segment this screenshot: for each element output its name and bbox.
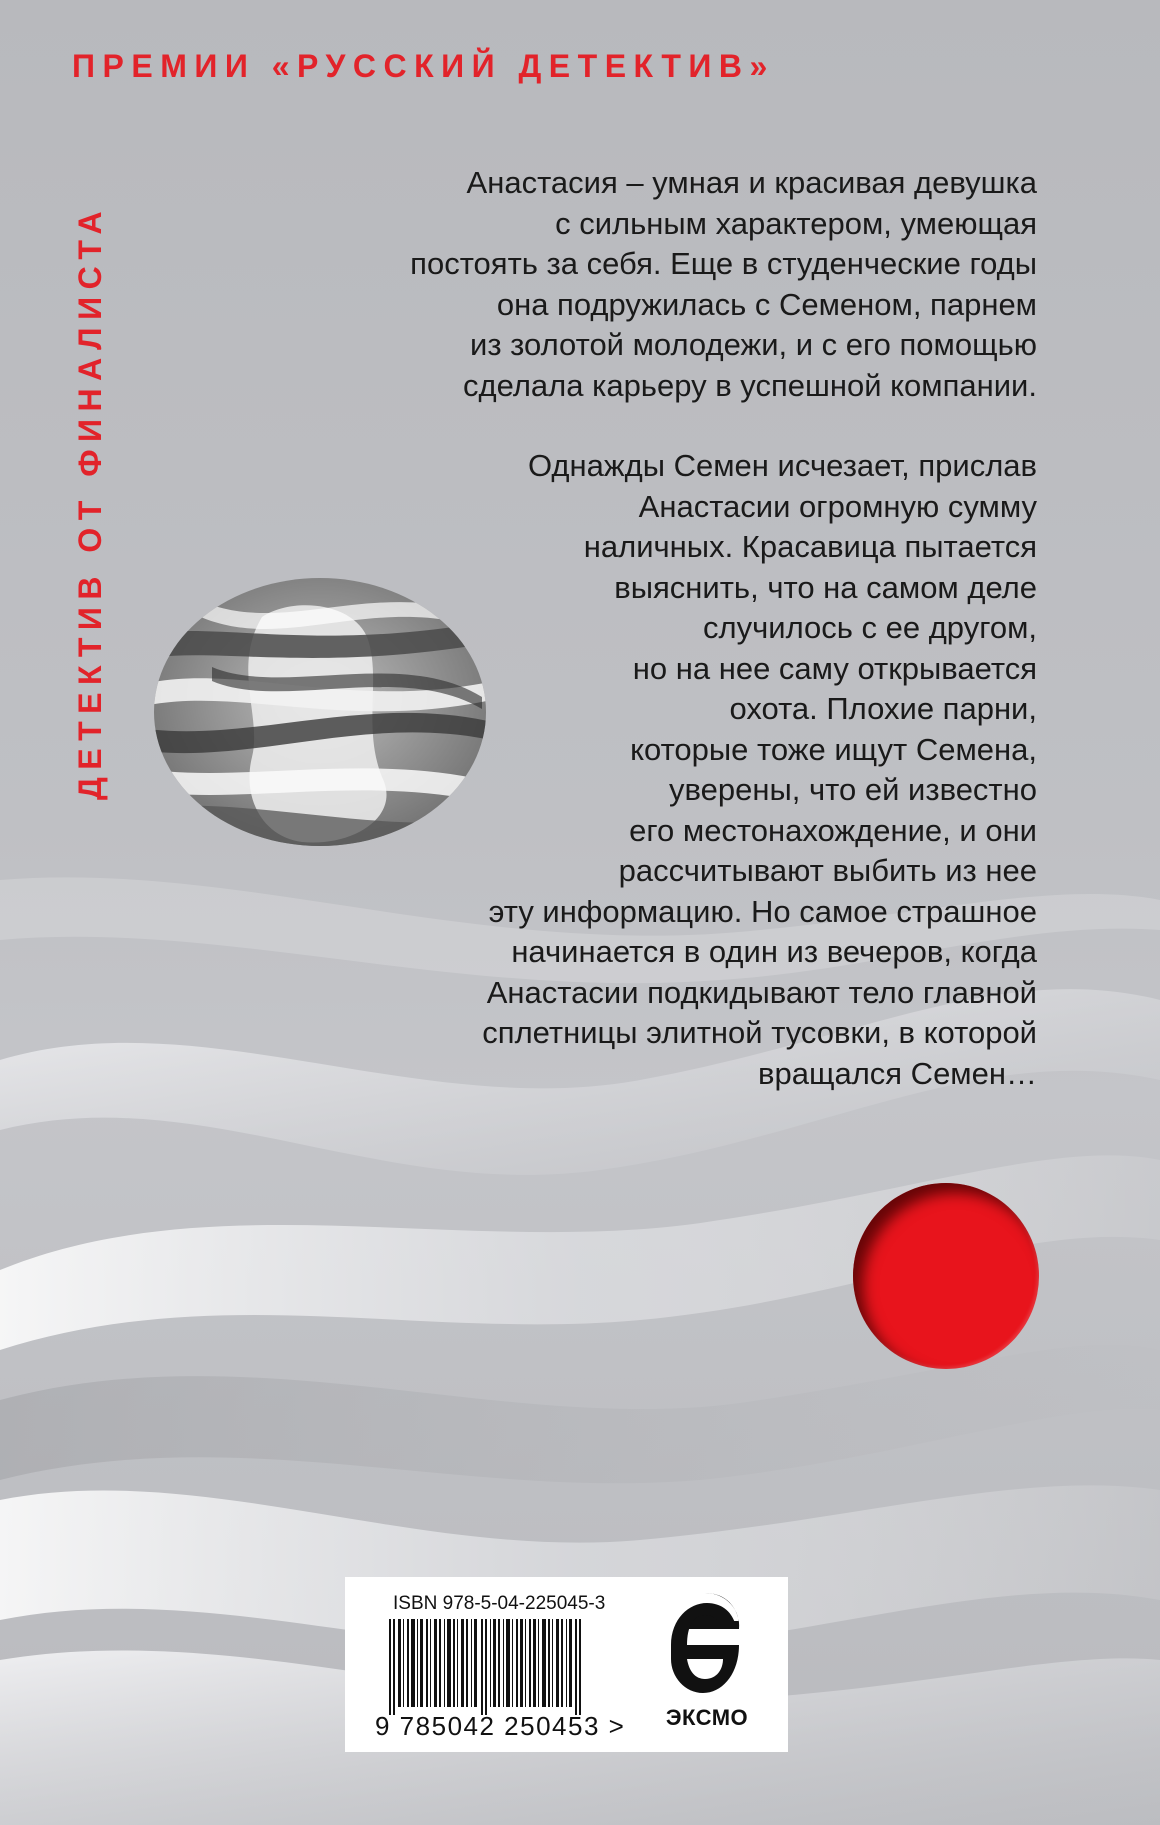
blurb-line: сделала карьеру в успешной компании. — [463, 367, 1037, 403]
barcode-panel — [345, 1577, 788, 1752]
blurb-line: с сильным характером, умеющая — [555, 205, 1037, 241]
blurb-line: случилось с ее другом, — [703, 610, 1037, 645]
blurb-line: Однажды Семен исчезает, прислав — [528, 448, 1037, 483]
blurb-line: но на нее саму открывается — [632, 650, 1037, 686]
blurb-line: его местонахождение, и они — [629, 812, 1037, 848]
barcode-digits: 9 785042 250453 > — [375, 1711, 626, 1741]
heading-top-line: ПРЕМИИ «РУССКИЙ ДЕТЕКТИВ» — [72, 48, 775, 84]
eksmo-logo-icon — [665, 1589, 745, 1699]
blurb-line: наличных. Красавица пытается — [583, 529, 1037, 564]
blurb-line: эту информацию. Но самое страшное — [488, 893, 1037, 929]
blurb-line: выяснить, что на самом деле — [614, 569, 1037, 605]
blurb-line: Анастасии огромную сумму — [638, 488, 1037, 524]
blurb-paragraph-1 — [237, 163, 1037, 406]
blurb-line: Анастасии подкидывают тело главной — [486, 974, 1037, 1010]
blurb-line: вращался Семен… — [758, 1055, 1037, 1091]
blurb-line: охота. Плохие парни, — [729, 691, 1037, 726]
blurb-line: сплетницы элитной тусовки, в которой — [482, 1015, 1037, 1050]
blurb-line: из золотой молодежи, и с его помощью — [470, 327, 1037, 362]
heading-vertical-line: ДЕТЕКТИВ ОТ ФИНАЛИСТА — [72, 203, 108, 800]
blurb-line: она подружилась с Семеном, парнем — [496, 286, 1037, 322]
blurb-line: Анастасия – умная и красивая девушка — [466, 165, 1037, 200]
barcode-graphic — [389, 1619, 589, 1715]
ribbon-portrait-image — [152, 577, 488, 847]
red-circle-graphic — [853, 1183, 1039, 1369]
blurb-line: рассчитывают выбить из нее — [618, 853, 1037, 888]
blurb-line: уверены, что ей известно — [669, 772, 1037, 807]
isbn-text: ISBN 978-5-04-225045-3 — [393, 1593, 606, 1614]
blurb-line: которые тоже ищут Семена, — [630, 731, 1037, 767]
blurb-line: постоять за себя. Еще в студенческие годы — [410, 246, 1037, 281]
publisher-name: ЭКСМО — [665, 1705, 749, 1730]
blurb-line: начинается в один из вечеров, когда — [511, 934, 1037, 969]
